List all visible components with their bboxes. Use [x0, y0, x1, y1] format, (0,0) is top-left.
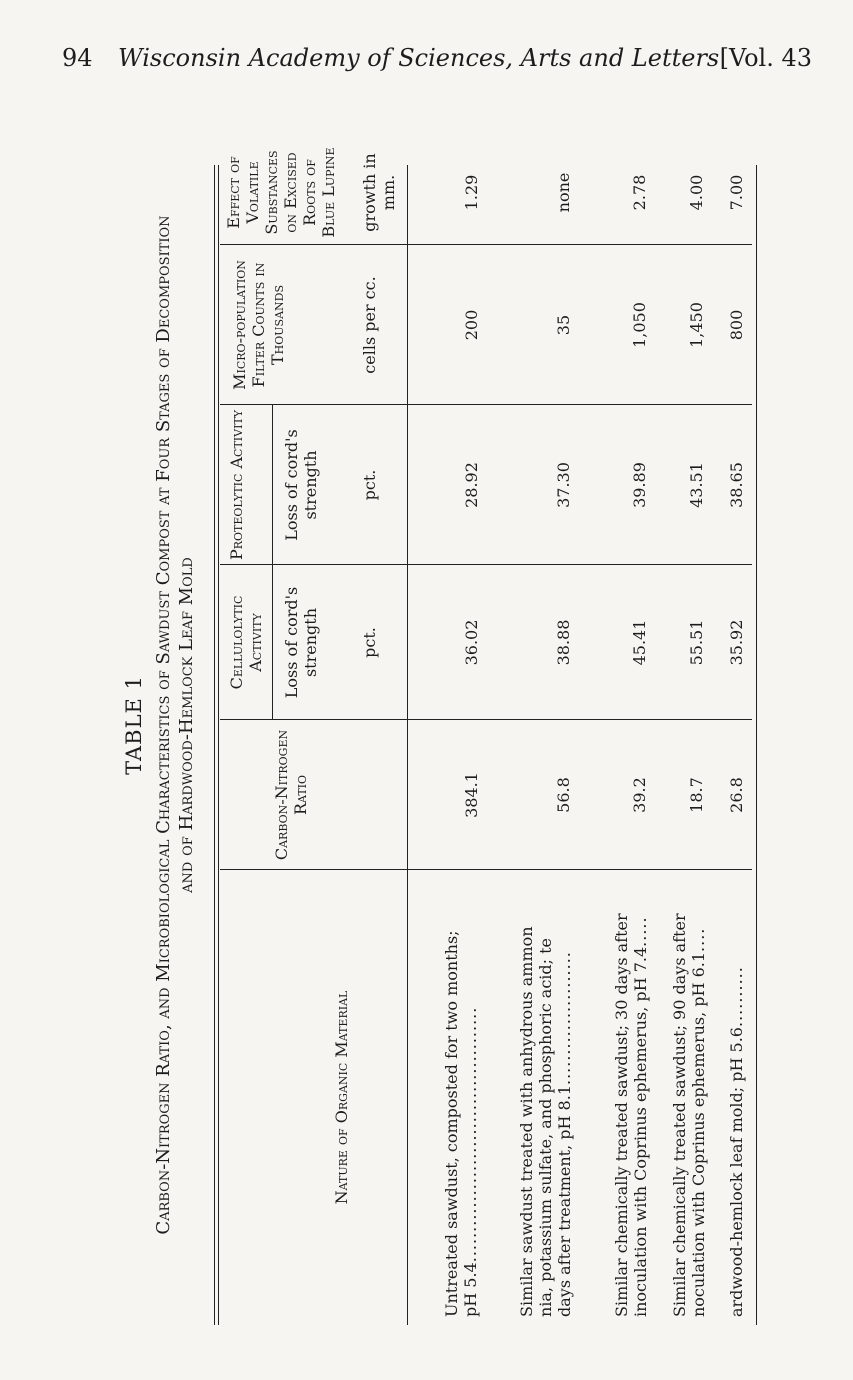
table-caption [152, 165, 198, 1285]
row-1-material: Untreated sawdust, composted for two months; pH 5.4.......................................... [442, 930, 480, 1317]
row-5-material: ardwood-hemlock leaf mold; pH 5.6.......... [727, 966, 746, 1317]
unit-cellulolytic: pct. [360, 627, 379, 658]
row-5-cellulolytic: 35.92 [727, 619, 746, 666]
row-5-proteolytic: 38.65 [727, 462, 746, 508]
page-number: 94 [62, 44, 93, 72]
caption-line-2: and of Hardwood-Hemlock Leaf Mold [176, 557, 197, 893]
rotated-table [122, 125, 772, 1325]
row-4-material: Similar chemically treated sawdust; 90 days after noculation with Coprinus ephemerus, pH 6.1.... [670, 913, 708, 1317]
page-header [62, 44, 812, 80]
row-2-micro: 35 [554, 314, 573, 336]
journal-title: Wisconsin Academy of Sciences, Arts and Letters [118, 44, 720, 72]
row-3-cn: 39.2 [630, 777, 649, 813]
row-2-cn: 56.8 [554, 777, 573, 813]
header-volatile: Effect of Volatile Substances on Excised Roots of Blue Lupine [224, 147, 338, 238]
caption-line-1: Carbon-Nitrogen Ratio, and Microbiological Characteristics of Sawdust Compost at Four Stages of Decomposition [153, 215, 174, 1235]
unit-micro: cells per cc. [360, 276, 379, 374]
row-3-micro: 1,050 [630, 302, 649, 348]
top-rule-2 [218, 165, 219, 1325]
row-5-micro: 800 [727, 309, 746, 341]
header-cellulolytic: Cellulolytic Activity [227, 595, 265, 690]
table-label: TABLE 1 [122, 675, 146, 775]
header-cellulolytic-sub: Loss of cord's strength [282, 586, 320, 699]
header-material: Nature of Organic Material [332, 990, 351, 1205]
row-3-cellulolytic: 45.41 [630, 619, 649, 666]
header-bottom-rule [407, 165, 408, 1325]
row-4-cellulolytic: 55.51 [687, 619, 706, 666]
row-2-volatile: none [554, 172, 573, 213]
volume-label: [Vol. 43 [719, 44, 812, 72]
row-3-volatile: 2.78 [630, 174, 649, 211]
row-4-proteolytic: 43.51 [687, 462, 706, 508]
header-subrule [272, 405, 273, 720]
row-5-cn: 26.8 [727, 777, 746, 813]
row-2-material: Similar sawdust treated with anhydrous ammon nia, potassium sulfate, and phosphoric acid; te days after treatment, pH 8.1...................... [517, 926, 574, 1317]
header-micro: Micro-population Filter Counts in Thousands [230, 260, 287, 390]
top-rule-1 [214, 165, 215, 1325]
row-5-volatile: 7.00 [727, 174, 746, 211]
header-proteolytic: Proteolytic Activity [227, 409, 246, 561]
header-proteolytic-sub: Loss of cord's strength [282, 429, 320, 541]
row-1-cn: 384.1 [462, 772, 481, 818]
row-4-cn: 18.7 [687, 777, 706, 813]
unit-proteolytic: pct. [360, 469, 379, 501]
row-2-cellulolytic: 38.88 [554, 619, 573, 666]
row-3-material: Similar chemically treated sawdust; 30 days after inoculation with Coprinus ephemerus, pH 7.4..... [612, 913, 650, 1317]
row-1-cellulolytic: 36.02 [462, 619, 481, 666]
row-4-volatile: 4.00 [687, 174, 706, 211]
row-3-proteolytic: 39.89 [630, 462, 649, 508]
row-1-volatile: 1.29 [462, 174, 481, 211]
row-2-proteolytic: 37.30 [554, 462, 573, 508]
row-1-micro: 200 [462, 309, 481, 341]
row-1-proteolytic: 28.92 [462, 462, 481, 508]
bottom-rule [756, 165, 757, 1325]
row-4-micro: 1,450 [687, 302, 706, 348]
unit-volatile: growth in mm. [360, 153, 398, 232]
header-cn-ratio: Carbon-Nitrogen Ratio [272, 729, 310, 861]
